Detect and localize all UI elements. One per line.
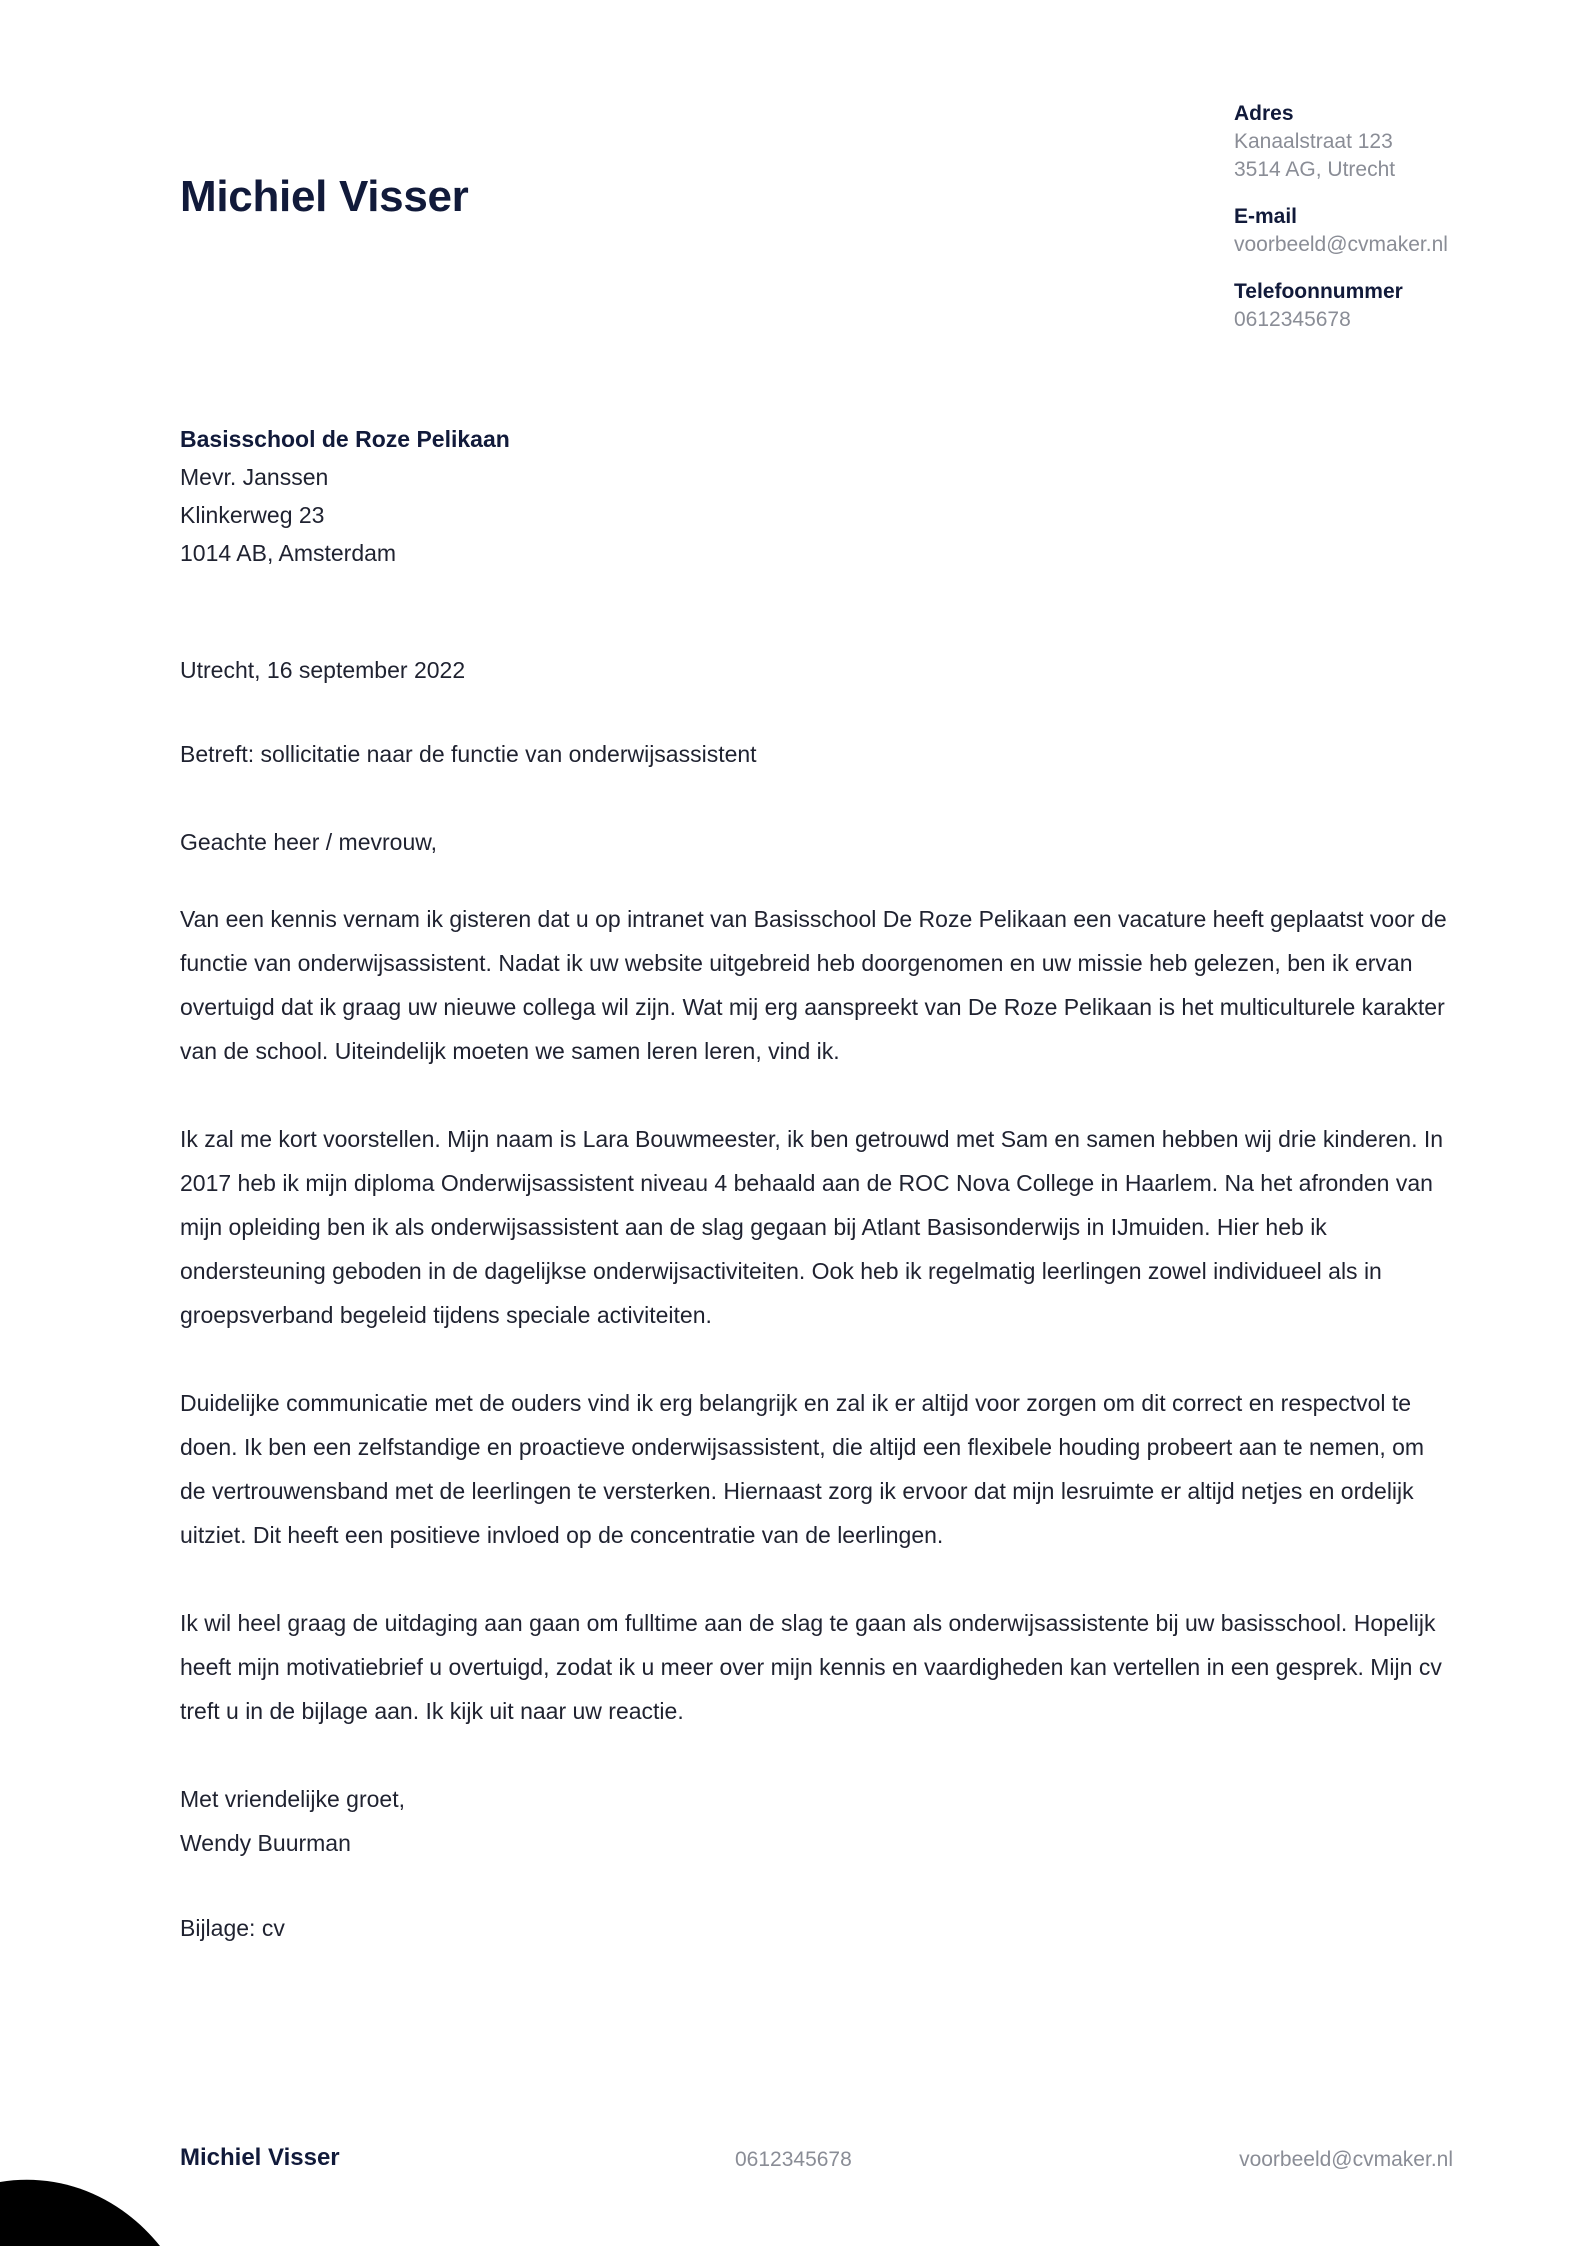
footer-name: Michiel Visser bbox=[180, 2144, 340, 2171]
footer-phone: 0612345678 bbox=[735, 2148, 852, 2171]
closing-text: Met vriendelijke groet, bbox=[180, 1786, 405, 1812]
address-label: Adres bbox=[1234, 102, 1294, 125]
recipient-street: Klinkerweg 23 bbox=[180, 502, 325, 528]
email-block bbox=[1234, 203, 1554, 259]
paragraph-3: Duidelijke communicatie met de ouders vind ik erg belangrijk en zal ik er altijd voor zorgen om dit correct en respectvol te doen. Ik ben een zelfstandige en proactieve onderwijsassistent, die altijd een flexibele houding probeert aan te nemen, om de vertrouwensband met de leerlingen te versterken. Hiernaast zorg ik ervoor dat mijn lesruimte er altijd netjes en ordelijk uitziet. Dit heeft een positieve invloed op de concentratie van de leerlingen. bbox=[180, 1390, 1425, 1548]
phone-value: 0612345678 bbox=[1234, 308, 1351, 331]
paragraph-4: Ik wil heel graag de uitdaging aan gaan om fulltime aan de slag te gaan als onderwijsassistente bij uw basisschool. Hopelijk heeft mijn motivatiebrief u overtuigd, zodat ik u meer over mijn kennis en vaardigheden kan vertellen in een gesprek. Mijn cv treft u in de bijlage aan. Ik kijk uit naar uw reactie. bbox=[180, 1610, 1442, 1724]
letter-body bbox=[180, 651, 1455, 1947]
address-block bbox=[1234, 100, 1554, 184]
recipient-person: Mevr. Janssen bbox=[180, 464, 329, 490]
email-label: E-mail bbox=[1234, 205, 1298, 228]
recipient-city: 1014 AB, Amsterdam bbox=[180, 540, 397, 566]
letter-date: Utrecht, 16 september 2022 bbox=[180, 657, 466, 683]
page-footer bbox=[180, 2144, 1453, 2180]
address-line1: Kanaalstraat 123 bbox=[1234, 130, 1393, 153]
corner-decoration bbox=[0, 2176, 170, 2246]
email-value: voorbeeld@cvmaker.nl bbox=[1234, 233, 1448, 256]
letter-greeting: Geachte heer / mevrouw, bbox=[180, 829, 437, 855]
recipient-school: Basisschool de Roze Pelikaan bbox=[180, 426, 510, 452]
phone-block bbox=[1234, 278, 1554, 334]
letter-subject: Betreft: sollicitatie naar de functie van onderwijsassistent bbox=[180, 741, 757, 767]
attachment-note: Bijlage: cv bbox=[180, 1915, 285, 1941]
footer-email: voorbeeld@cvmaker.nl bbox=[1239, 2148, 1453, 2171]
recipient-block bbox=[180, 420, 510, 572]
address-line2: 3514 AG, Utrecht bbox=[1234, 158, 1396, 181]
paragraph-1: Van een kennis vernam ik gisteren dat u op intranet van Basisschool De Roze Pelikaan een vacature heeft geplaatst voor de functie van onderwijsassistent. Nadat ik uw website uitgebreid heb doorgenomen en uw missie heb gelezen, ben ik ervan overtuigd dat ik graag uw nieuwe collega wil zijn. Wat mij erg aanspreekt van De Roze Pelikaan is het multiculturele karakter van de school. Uiteindelijk moeten we samen leren leren, vind ik. bbox=[180, 906, 1447, 1064]
page-title: Michiel Visser bbox=[180, 172, 469, 221]
corner-shape bbox=[0, 2180, 160, 2246]
paragraph-2: Ik zal me kort voorstellen. Mijn naam is Lara Bouwmeester, ik ben getrouwd met Sam en samen hebben wij drie kinderen. In 2017 heb ik mijn diploma Onderwijsassistent niveau 4 behaald aan de ROC Nova College in Haarlem. Na het afronden van mijn opleiding ben ik als onderwijsassistent aan de slag gegaan bij Atlant Basisonderwijs in IJmuiden. Hier heb ik ondersteuning geboden in de dagelijkse onderwijsactiviteiten. Ook heb ik regelmatig leerlingen zowel individueel als in groepsverband begeleid tijdens speciale activiteiten. bbox=[180, 1126, 1444, 1328]
phone-label: Telefoonnummer bbox=[1234, 280, 1403, 303]
signature: Wendy Buurman bbox=[180, 1830, 351, 1856]
contact-block bbox=[1234, 100, 1554, 353]
closing-block bbox=[180, 1777, 1455, 1865]
